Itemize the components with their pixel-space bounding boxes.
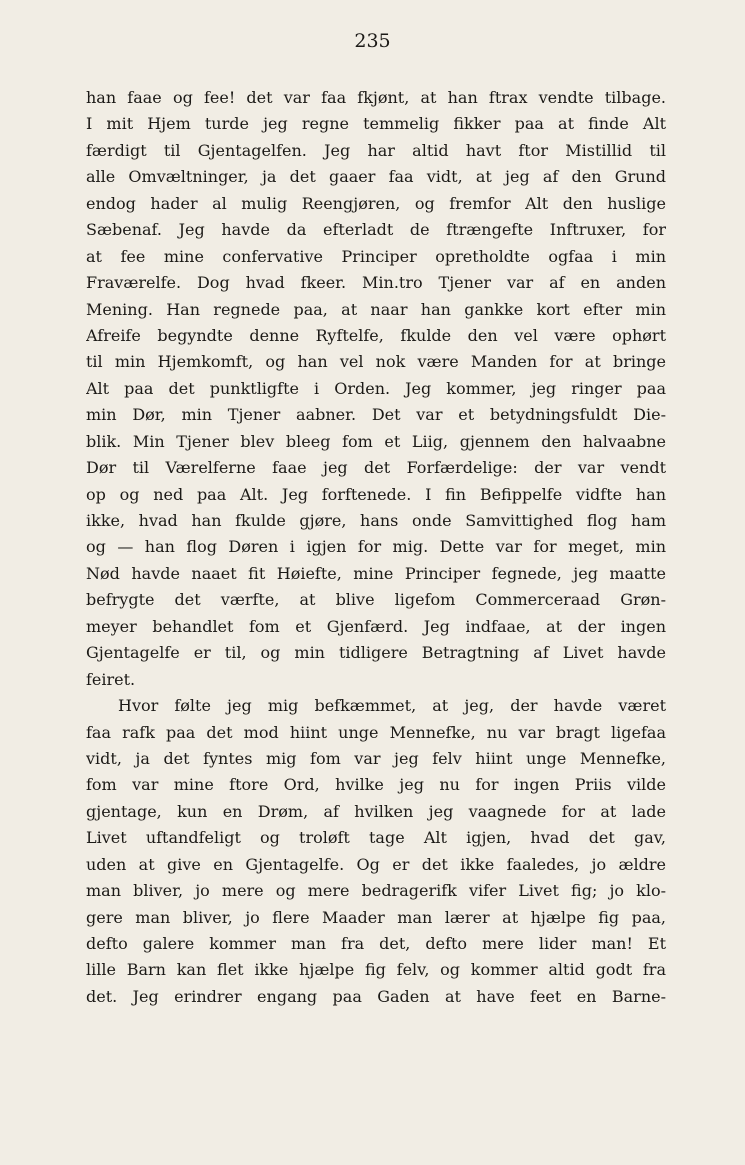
text-line: alle Omvæltninger, ja det gaaer faa vidt, at jeg af den Grund [86,167,666,187]
text-line: han faae og fee! det var faa fkjønt, at han ftrax vendte tilbage. [86,88,666,107]
text-line: ikke, hvad han fkulde gjøre, hans onde Samvittighed flog ham [86,511,666,530]
text-line: uden at give en Gjentagelfe. Og er det ikke faaledes, jo ældre [86,854,666,874]
text-line: Dør til Værelferne faae jeg det Forfærdelige: der var vendt [86,458,666,478]
text-line: til min Hjemkomft, og han vel nok være Manden for at bringe [86,352,666,372]
text-line: Gjentagelfe er til, og min tidligere Betragtning af Livet havde [86,643,666,663]
text-line: Sæbenaf. Jeg havde da efterladt de ftrængefte Inftruxer, for [86,220,666,240]
text-line: Fraværelfe. Dog hvad fkeer. Min.tro Tjener var af en anden [86,273,666,293]
text-line: blik. Min Tjener blev bleeg fom et Liig, gjennem den halvaabne [86,431,666,451]
text-line: fom var mine ftore Ord, hvilke jeg nu for ingen Priis vilde [86,775,666,795]
text-line: og — han flog Døren i igjen for mig. Dette var for meget, min [86,537,666,557]
text-line: befrygte det værfte, at blive ligefom Commerceraad Grøn- [86,590,666,610]
text-line: I mit Hjem turde jeg regne temmelig fikker paa at finde Alt [86,114,666,134]
text-line: faa rafk paa det mod hiint unge Mennefke, nu var bragt ligefaa [86,722,666,742]
text-line: Hvor følte jeg mig befkæmmet, at jeg, der havde været [118,696,666,716]
text-line: det. Jeg erindrer engang paa Gaden at have feet en Barne- [86,986,666,1006]
text-line: Afreife begyndte denne Ryftelfe, fkulde den vel være ophørt [86,325,666,345]
page-number: 235 [354,30,391,52]
text-line: gere man bliver, jo flere Maader man lærer at hjælpe fig paa, [86,907,666,927]
text-line: vidt, ja det fyntes mig fom var jeg felv hiint unge Mennefke, [86,748,666,768]
body-text [86,85,666,1010]
text-line: defto galere kommer man fra det, defto mere lider man! Et [86,934,666,953]
text-line: gjentage, kun en Drøm, af hvilken jeg vaagnede for at lade [86,801,666,821]
text-line: at fee mine confervative Principer opretholdte ogfaa i min [86,246,666,266]
text-line: Alt paa det punktligfte i Orden. Jeg kommer, jeg ringer paa [86,378,666,398]
text-line: meyer behandlet fom et Gjenfærd. Jeg indfaae, at der ingen [86,616,666,636]
text-line: Livet uftandfeligt og troløft tage Alt igjen, hvad det gav, [86,828,666,848]
text-line: endog hader al mulig Reengjøren, og fremfor Alt den huslige [86,193,666,213]
text-line: Mening. Han regnede paa, at naar han gankke kort efter min [86,299,666,319]
text-line: man bliver, jo mere og mere bedragerifk vifer Livet fig; jo klo- [86,881,666,901]
text-line: feiret. [86,669,136,689]
text-line: Nød havde naaet fit Høiefte, mine Principer fegnede, jeg maatte [86,563,666,583]
text-line: op og ned paa Alt. Jeg forftenede. I fin Befippelfe vidfte han [86,484,666,504]
text-line: min Dør, min Tjener aabner. Det var et betydningsfuldt Die- [86,405,666,425]
text-line: færdigt til Gjentagelfen. Jeg har altid havt ftor Mistillid til [86,140,666,160]
text-line: lille Barn kan flet ikke hjælpe fig felv, og kommer altid godt fra [86,960,666,980]
